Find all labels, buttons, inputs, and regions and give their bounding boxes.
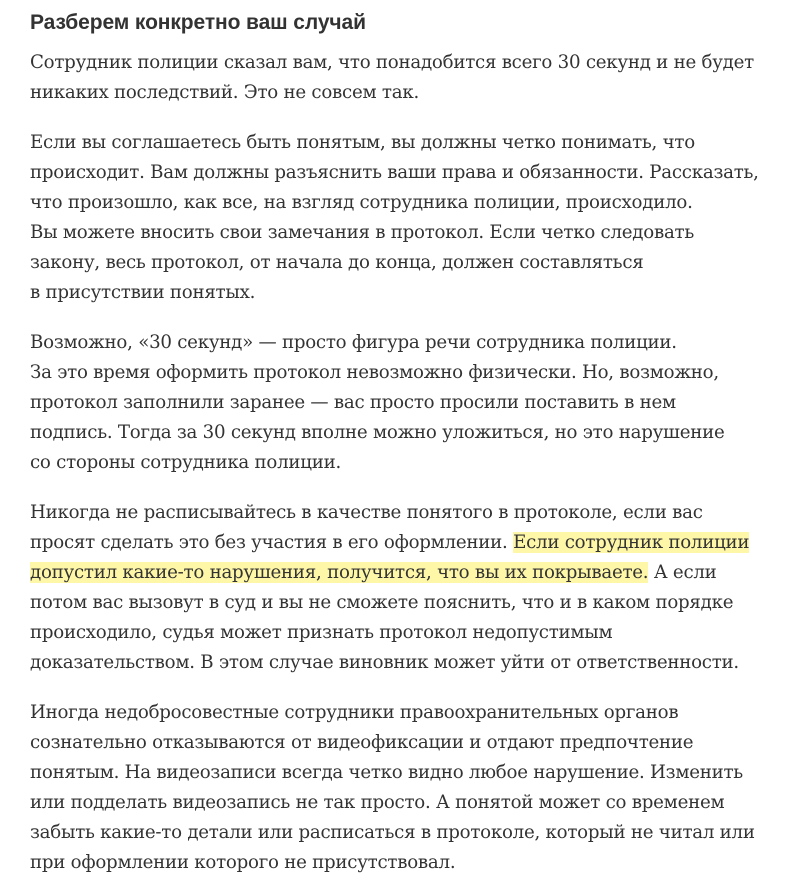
paragraph-2-line-6: в присутствии понятых. xyxy=(30,282,256,303)
paragraph-1-line-2: никаких последствий. Это не совсем так. xyxy=(30,82,419,103)
paragraph-1 xyxy=(30,48,775,108)
paragraph-3 xyxy=(30,328,775,478)
highlighted-text-start: Если сотрудник полиции xyxy=(513,532,750,553)
paragraph-5-line-2: сознательно отказываются от видеофиксации и отдают предпочтение xyxy=(30,732,694,753)
paragraph-4-line-2 xyxy=(30,528,775,558)
section-title: Разберем конкретно ваш случай xyxy=(30,11,366,34)
paragraph-5 xyxy=(30,698,775,878)
paragraph-4-line-1: Никогда не расписывайтесь в качестве понятого в протоколе, если вас xyxy=(30,502,703,523)
paragraph-4-line-6: доказательством. В этом случае виновник может уйти от ответственности. xyxy=(30,652,739,673)
paragraph-5-line-3: понятым. На видеозаписи всегда четко видно любое нарушение. Изменить xyxy=(30,762,743,783)
paragraph-2-line-1: Если вы соглашаетесь быть понятым, вы должны четко понимать, что xyxy=(30,132,695,153)
paragraph-3-line-3: протокол заполнили заранее — вас просто просили поставить в нем xyxy=(30,392,676,413)
paragraph-4-plain-text-after: А если xyxy=(648,562,717,583)
paragraph-4-plain-text: просят сделать это без участия в его оформлении. xyxy=(30,532,514,553)
paragraph-3-line-4: подпись. Тогда за 30 секунд вполне можно уложиться, но это нарушение xyxy=(30,422,725,443)
paragraph-5-line-1: Иногда недобросовестные сотрудники правоохранительных органов xyxy=(30,702,679,723)
paragraph-5-line-6: при оформлении которого не присутствовал. xyxy=(30,852,456,873)
paragraph-4-line-3 xyxy=(30,558,775,588)
paragraph-2-line-3: что произошло, как все, на взгляд сотрудника полиции, происходило. xyxy=(30,192,693,213)
paragraph-5-line-4: или подделать видеозапись не так просто. А понятой может со временем xyxy=(30,792,725,813)
paragraph-4-line-5: происходило, судья может признать протокол недопустимым xyxy=(30,622,613,643)
highlighted-text-end: допустил какие-то нарушения, получится, что вы их покрываете. xyxy=(30,562,649,583)
paragraph-3-line-2: За это время оформить протокол невозможно физически. Но, возможно, xyxy=(30,362,719,383)
article-section xyxy=(30,0,775,873)
paragraph-5-line-5: забыть какие-то детали или расписаться в протоколе, который не читал или xyxy=(30,822,755,843)
paragraph-2-line-4: Вы можете вносить свои замечания в протокол. Если четко следовать xyxy=(30,222,694,243)
paragraph-3-line-1: Возможно, «30 секунд» — просто фигура речи сотрудника полиции. xyxy=(30,332,677,353)
paragraph-4 xyxy=(30,498,775,678)
paragraph-4-line-4: потом вас вызовут в суд и вы не сможете пояснить, что и в каком порядке xyxy=(30,592,734,613)
paragraph-3-line-5: со стороны сотрудника полиции. xyxy=(30,452,342,473)
paragraph-1-line-1: Сотрудник полиции сказал вам, что понадобится всего 30 секунд и не будет xyxy=(30,52,754,73)
paragraph-2-line-5: закону, весь протокол, от начала до конца, должен составляться xyxy=(30,252,644,273)
paragraph-2-line-2: происходит. Вам должны разъяснить ваши права и обязанности. Рассказать, xyxy=(30,162,759,183)
paragraph-2 xyxy=(30,128,775,308)
